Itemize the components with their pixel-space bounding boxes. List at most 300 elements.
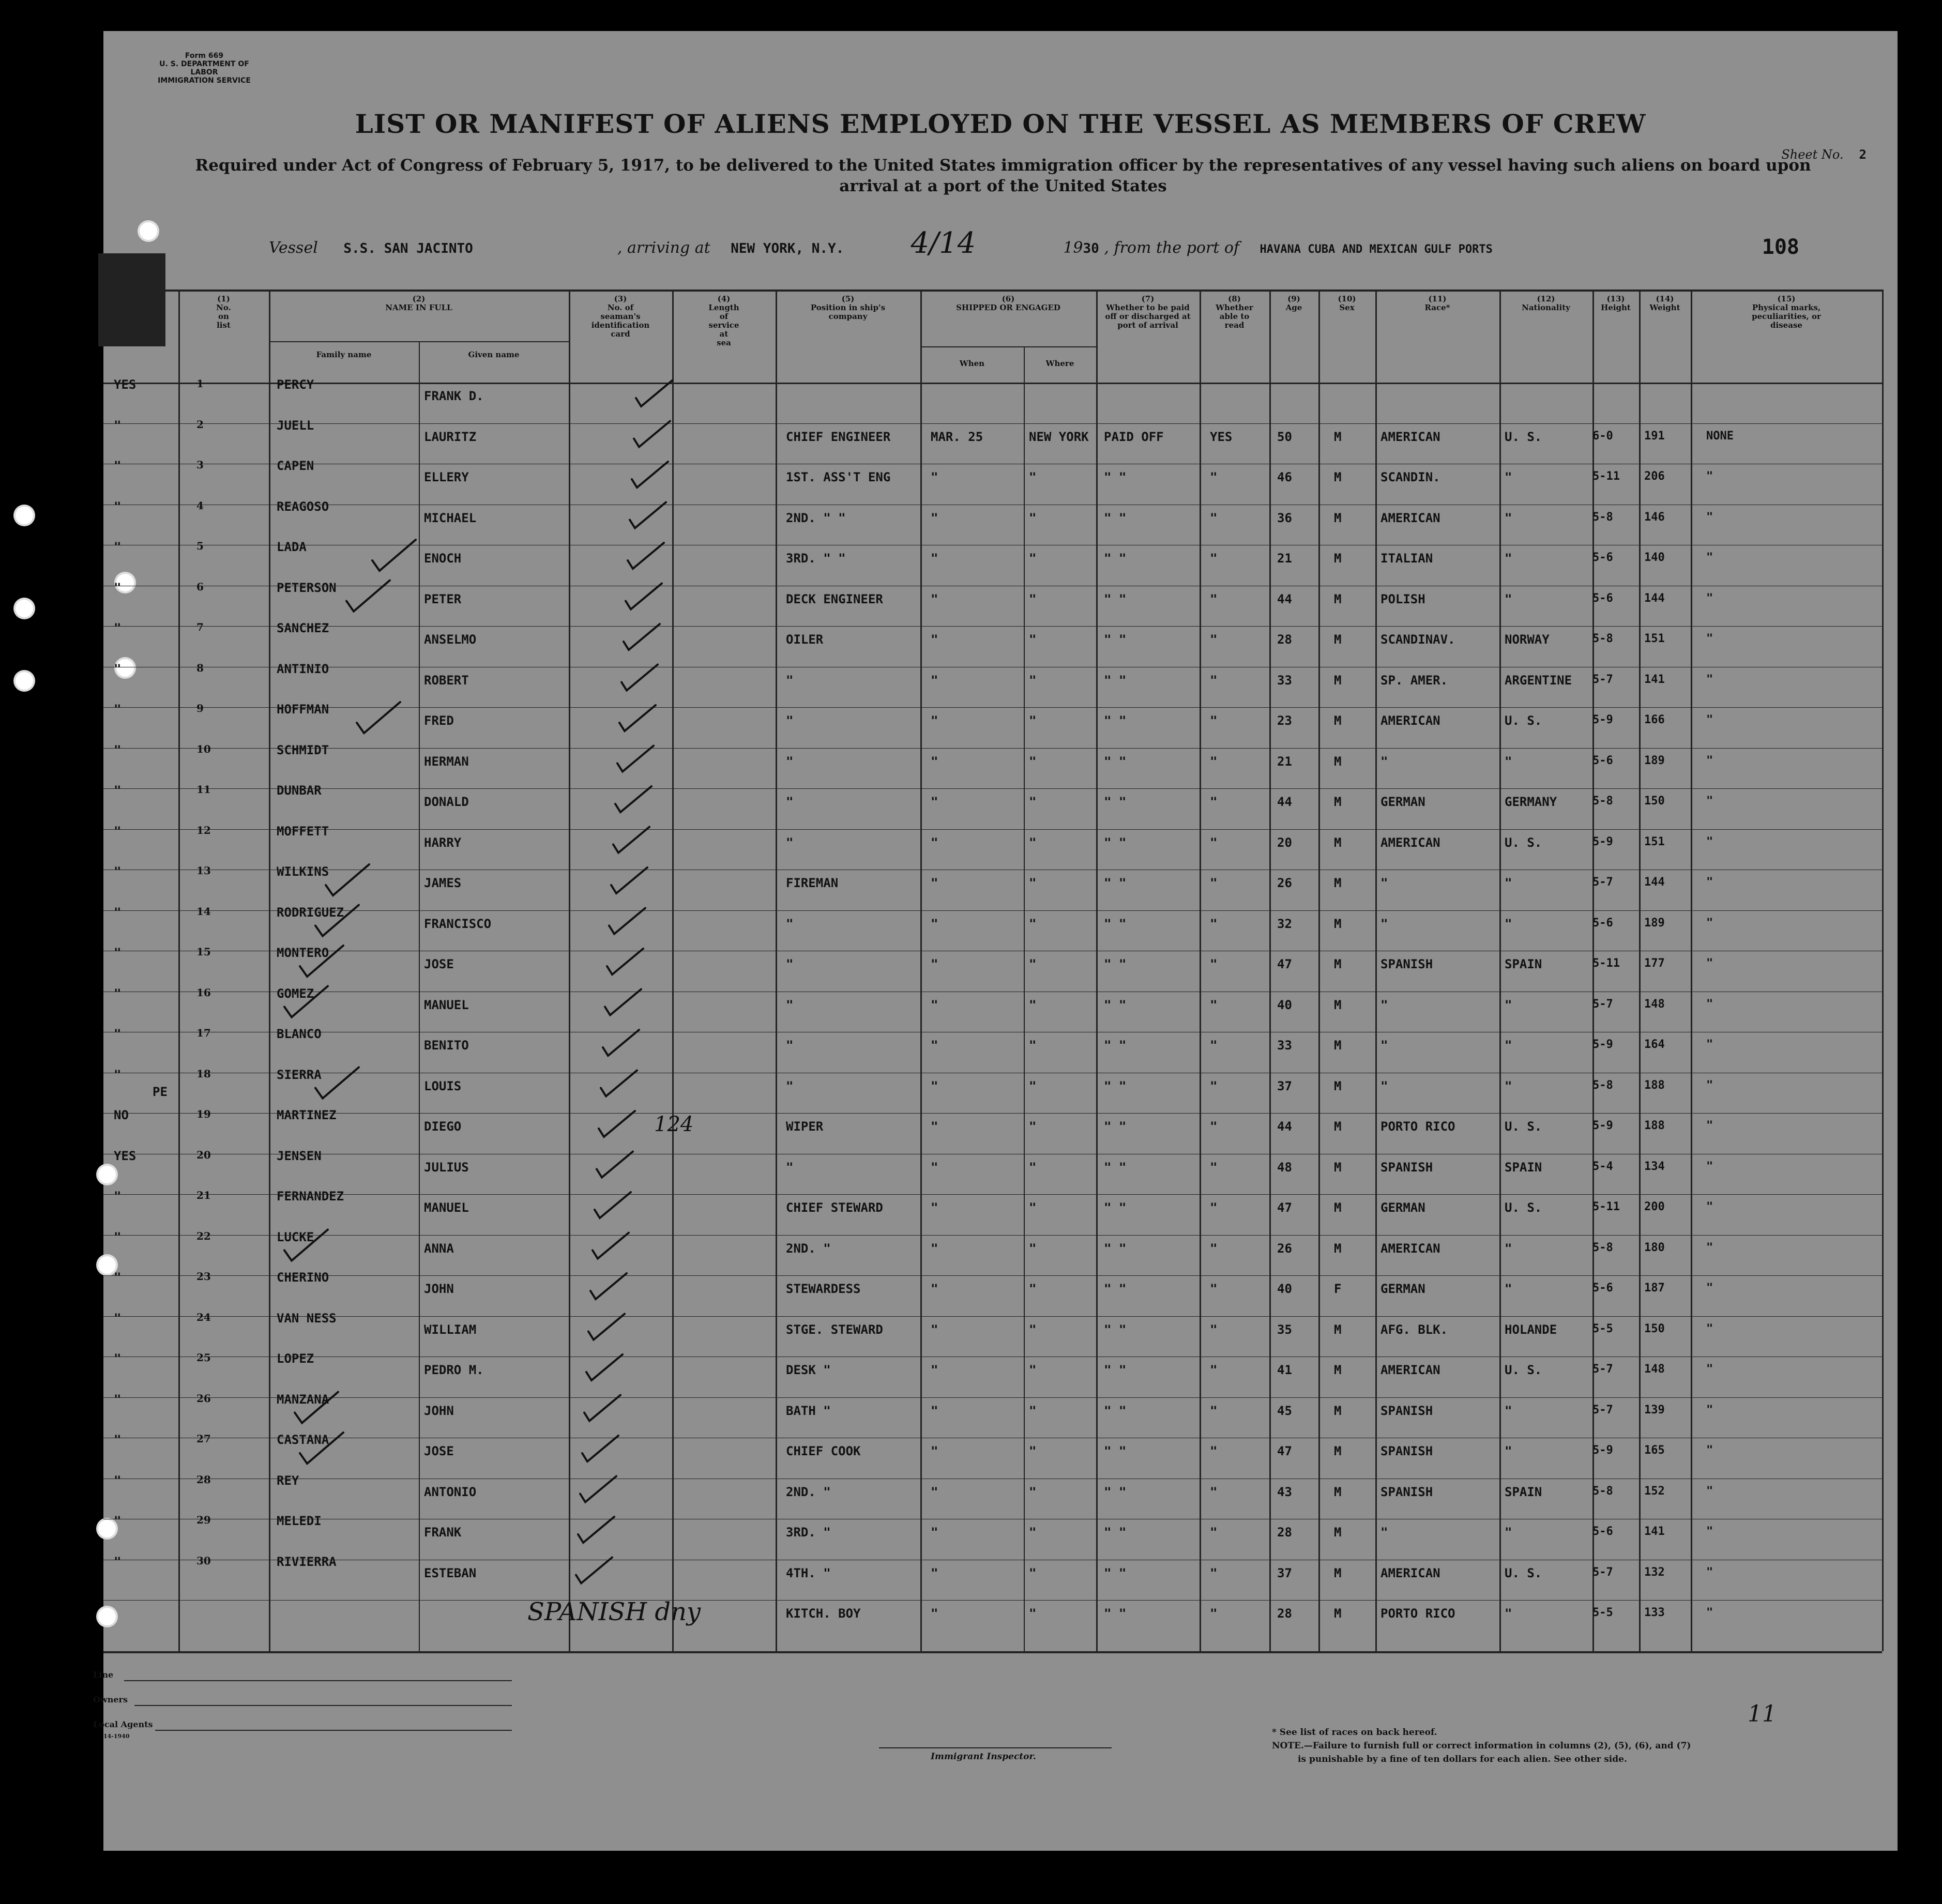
cell-sex: M	[1334, 510, 1342, 525]
cell-position: "	[786, 713, 794, 728]
cell-when: "	[931, 1403, 938, 1418]
cell-read: "	[1210, 1038, 1218, 1053]
cell-position: DECK ENGINEER	[786, 591, 883, 606]
cell-paid: " "	[1104, 1200, 1127, 1215]
cell-position: "	[786, 1038, 794, 1053]
cell-given: PEDRO M.	[424, 1363, 484, 1377]
cell-race: AMERICAN	[1380, 510, 1440, 525]
cell-where: "	[1029, 591, 1037, 606]
header-c2b: Given name	[468, 350, 520, 359]
cell-race: SCANDINAV.	[1380, 632, 1455, 647]
cell-marks: "	[1706, 713, 1713, 726]
inspector-rule	[879, 1747, 1112, 1748]
cell-given: LAURITZ	[424, 429, 477, 444]
check-mark	[607, 949, 643, 974]
vessel-line: Vessel S.S. SAN JACINTO , arriving at NEW YORK, N.Y. 4/14 1930 , from the port of HAVANA CUBA AND MEXICAN GULF PORTS	[269, 226, 1493, 260]
cell-when: "	[931, 876, 938, 890]
cell-given: DIEGO	[424, 1119, 462, 1134]
cell-read: "	[1210, 1200, 1218, 1215]
cell-sex: M	[1334, 591, 1342, 606]
cell-read: "	[1210, 632, 1218, 647]
cell-when: "	[931, 1119, 938, 1134]
cell-age: 21	[1277, 754, 1292, 769]
cell-where: "	[1029, 795, 1037, 809]
cell-read: YES	[1210, 429, 1233, 444]
cell-sex: M	[1334, 916, 1342, 931]
cell-marks: "	[1706, 551, 1713, 564]
cell-marks: "	[1706, 1200, 1713, 1213]
cell-weight: 200	[1644, 1200, 1665, 1213]
cell-paid: " "	[1104, 1565, 1127, 1580]
cell-when: "	[931, 1078, 938, 1093]
footer-owners-label: Owners	[93, 1695, 128, 1704]
cell-age: 41	[1277, 1363, 1292, 1377]
cell-read: "	[1210, 1363, 1218, 1377]
cell-age: 40	[1277, 1282, 1292, 1296]
cell-race: "	[1380, 1525, 1388, 1540]
check-mark	[576, 1558, 612, 1583]
cell-marks: NONE	[1706, 429, 1734, 443]
cell-marks: "	[1706, 1160, 1713, 1173]
cell-where: "	[1029, 1484, 1037, 1499]
cell-age: 45	[1277, 1403, 1292, 1418]
cell-family: PERCY	[277, 377, 314, 392]
cell-mark: "	[114, 986, 122, 1001]
cell-weight: 180	[1644, 1241, 1665, 1254]
cell-height: 5-9	[1592, 713, 1613, 726]
check-mark	[632, 462, 668, 488]
cell-mark: "	[114, 1229, 122, 1244]
cell-read: "	[1210, 795, 1218, 809]
cell-nat: GERMANY	[1505, 795, 1557, 809]
cell-family: MANZANA	[277, 1392, 329, 1407]
cell-when: "	[931, 713, 938, 728]
cell-race: "	[1380, 1078, 1388, 1093]
cell-sex: M	[1334, 795, 1342, 809]
cell-weight: 132	[1644, 1565, 1665, 1579]
check-mark	[603, 1030, 639, 1056]
cell-paid: " "	[1104, 1078, 1127, 1093]
cell-position: "	[786, 957, 794, 971]
cell-race: PORTO RICO	[1380, 1119, 1455, 1134]
cell-sex: M	[1334, 632, 1342, 647]
cell-when: "	[931, 1160, 938, 1175]
cell-paid: " "	[1104, 713, 1127, 728]
cell-marks: "	[1706, 591, 1713, 605]
footer-agents-rule	[155, 1730, 512, 1731]
cell-where: "	[1029, 632, 1037, 647]
cell-age: 44	[1277, 795, 1292, 809]
cell-race: SPANISH	[1380, 957, 1433, 971]
inspector-label: Immigrant Inspector.	[931, 1751, 1036, 1762]
check-mark	[595, 1192, 631, 1218]
cell-sex: M	[1334, 1606, 1342, 1621]
cell-no: 26	[196, 1392, 211, 1405]
cell-sex: M	[1334, 673, 1342, 688]
cell-mark: "	[114, 499, 122, 514]
cell-age: 32	[1277, 916, 1292, 931]
cell-read: "	[1210, 1322, 1218, 1337]
cell-race: POLISH	[1380, 591, 1425, 606]
cell-mark: "	[114, 783, 122, 798]
footer-agents-code: 14-1940	[103, 1733, 130, 1740]
cell-mark: "	[114, 1554, 122, 1569]
header-c14: (14) Weight	[1649, 294, 1680, 312]
cell-position: "	[786, 754, 794, 769]
cell-no: 23	[196, 1270, 211, 1283]
cell-position: 3RD. " "	[786, 551, 846, 566]
cell-marks: "	[1706, 916, 1713, 930]
check-mark	[326, 864, 369, 895]
cell-given: JOSE	[424, 957, 454, 971]
cell-mark: "	[114, 905, 122, 920]
cell-where: "	[1029, 997, 1037, 1012]
cell-given: DONALD	[424, 795, 469, 809]
cell-no: 9	[196, 702, 204, 714]
cell-read: "	[1210, 1606, 1218, 1621]
cell-mark: "	[114, 946, 122, 960]
cell-height: 5-6	[1592, 1525, 1613, 1538]
cell-marks: "	[1706, 673, 1713, 686]
cell-age: 36	[1277, 510, 1292, 525]
cell-race: SPANISH	[1380, 1484, 1433, 1499]
cell-mark: "	[114, 418, 122, 433]
cell-marks: "	[1706, 795, 1713, 808]
cell-height: 5-9	[1592, 1038, 1613, 1051]
cell-family: CHERINO	[277, 1270, 329, 1285]
header-c8: (8) Whether able to read	[1216, 294, 1253, 330]
cell-weight: 148	[1644, 997, 1665, 1011]
cell-race: SPANISH	[1380, 1444, 1433, 1458]
cell-family: LADA	[277, 540, 307, 554]
cell-position: "	[786, 1078, 794, 1093]
cell-age: 35	[1277, 1322, 1292, 1337]
cell-read: "	[1210, 1078, 1218, 1093]
cell-weight: 148	[1644, 1363, 1665, 1376]
header-c6b: Where	[1045, 359, 1074, 368]
cell-given: LOUIS	[424, 1078, 462, 1093]
cell-read: "	[1210, 1241, 1218, 1256]
cell-height: 5-8	[1592, 1484, 1613, 1498]
cell-read: "	[1210, 1565, 1218, 1580]
cell-family: GOMEZ	[277, 986, 314, 1001]
cell-read: "	[1210, 510, 1218, 525]
cell-paid: " "	[1104, 1444, 1127, 1458]
cell-race: AMERICAN	[1380, 429, 1440, 444]
check-mark	[580, 1476, 616, 1502]
cell-weight: 191	[1644, 429, 1665, 443]
cell-age: 26	[1277, 876, 1292, 890]
check-mark	[634, 421, 670, 447]
cell-when: "	[931, 1038, 938, 1053]
cell-position: 2ND. " "	[786, 510, 846, 525]
cell-where: "	[1029, 1038, 1037, 1053]
cell-given: JAMES	[424, 876, 462, 890]
cell-marks: "	[1706, 510, 1713, 524]
cell-position: 3RD. "	[786, 1525, 831, 1540]
cell-marks: "	[1706, 470, 1713, 483]
cell-age: 33	[1277, 1038, 1292, 1053]
arrival-year: 30	[1083, 241, 1099, 256]
cell-race: SPANISH	[1380, 1403, 1433, 1418]
cell-race: AMERICAN	[1380, 835, 1440, 850]
cell-where: "	[1029, 957, 1037, 971]
cell-given: ANNA	[424, 1241, 454, 1256]
cell-given: ANSELMO	[424, 632, 477, 647]
cell-position: "	[786, 1160, 794, 1175]
cell-where: "	[1029, 1525, 1037, 1540]
cell-where: "	[1029, 1565, 1037, 1580]
cell-paid: " "	[1104, 510, 1127, 525]
cell-weight: 188	[1644, 1119, 1665, 1132]
cell-when: "	[931, 957, 938, 971]
cell-when: "	[931, 1484, 938, 1499]
header-c2: (2) NAME IN FULL	[385, 294, 452, 312]
cell-nat: "	[1505, 1038, 1512, 1053]
cell-marks: "	[1706, 1363, 1713, 1376]
cell-family: VAN NESS	[277, 1311, 337, 1326]
cell-family: REAGOSO	[277, 499, 329, 514]
cell-paid: " "	[1104, 591, 1127, 606]
cell-given: FRANCISCO	[424, 916, 492, 931]
cell-height: 5-9	[1592, 835, 1613, 848]
cell-height: 5-7	[1592, 1403, 1613, 1416]
cell-when: "	[931, 997, 938, 1012]
cell-no: 29	[196, 1514, 211, 1526]
cell-marks: "	[1706, 1078, 1713, 1092]
cell-race: AFG. BLK.	[1380, 1322, 1448, 1337]
cell-no: 18	[196, 1067, 211, 1080]
cell-height: 5-9	[1592, 1119, 1613, 1132]
header-c13: (13) Height	[1601, 294, 1631, 312]
cell-family: BLANCO	[277, 1027, 322, 1041]
cell-paid: " "	[1104, 754, 1127, 769]
cell-where: "	[1029, 1403, 1037, 1418]
footer-line-rule	[124, 1680, 512, 1681]
cell-weight: 189	[1644, 754, 1665, 767]
cell-height: 5-6	[1592, 754, 1613, 767]
cell-height: 5-9	[1592, 1444, 1613, 1457]
cell-mark: "	[114, 742, 122, 757]
cell-position: "	[786, 673, 794, 688]
cell-mark: "	[114, 864, 122, 879]
cell-no: 2	[196, 418, 204, 431]
cell-family: SIERRA	[277, 1067, 322, 1082]
cell-paid: " "	[1104, 673, 1127, 688]
cell-age: 47	[1277, 1444, 1292, 1458]
cell-height: 5-11	[1592, 470, 1620, 483]
cell-height: 5-7	[1592, 1363, 1613, 1376]
cell-mark: "	[114, 580, 122, 595]
cell-marks: "	[1706, 1322, 1713, 1335]
cell-no: 3	[196, 459, 204, 471]
check-mark	[636, 380, 672, 406]
cell-race: "	[1380, 1038, 1388, 1053]
cell-where: "	[1029, 1200, 1037, 1215]
cell-read: "	[1210, 997, 1218, 1012]
cell-age: 47	[1277, 1200, 1292, 1215]
cell-sex: M	[1334, 835, 1342, 850]
cell-nat: "	[1505, 1078, 1512, 1093]
header-c1: (1) No. on list	[216, 294, 231, 330]
cell-marks: "	[1706, 1403, 1713, 1416]
cell-nat: U. S.	[1505, 1565, 1542, 1580]
cell-weight: 141	[1644, 1525, 1665, 1538]
cell-sex: M	[1334, 713, 1342, 728]
cell-marks: "	[1706, 1282, 1713, 1294]
cell-when: "	[931, 1565, 938, 1580]
cell-paid: " "	[1104, 1119, 1127, 1134]
cell-mark: "	[114, 621, 122, 635]
check-mark	[628, 543, 664, 569]
cell-nat: U. S.	[1505, 1200, 1542, 1215]
cell-height: 5-8	[1592, 632, 1613, 645]
cell-sex: M	[1334, 876, 1342, 890]
cell-where: "	[1029, 835, 1037, 850]
cell-no: 7	[196, 621, 204, 633]
check-mark	[617, 746, 654, 772]
departure-port: HAVANA CUBA AND MEXICAN GULF PORTS	[1260, 243, 1493, 256]
cell-paid: " "	[1104, 1038, 1127, 1053]
cell-read: "	[1210, 1525, 1218, 1540]
header-c11: (11) Race*	[1424, 294, 1450, 312]
cell-where: "	[1029, 551, 1037, 566]
cell-where: "	[1029, 713, 1037, 728]
cell-when: "	[931, 510, 938, 525]
cell-when: "	[931, 632, 938, 647]
cell-mark: "	[114, 1433, 122, 1447]
cell-paid: " "	[1104, 795, 1127, 809]
check-mark	[605, 989, 641, 1015]
cell-age: 28	[1277, 1525, 1292, 1540]
cell-position: DESK "	[786, 1363, 831, 1377]
check-mark	[346, 581, 390, 612]
cell-marks: "	[1706, 876, 1713, 889]
cell-where: "	[1029, 1444, 1037, 1458]
cell-weight: 150	[1644, 795, 1665, 808]
cell-mark: "	[114, 1473, 122, 1488]
cell-given: FRED	[424, 713, 454, 728]
cell-sex: M	[1334, 1160, 1342, 1175]
cell-race: GERMAN	[1380, 795, 1425, 809]
cell-position: FIREMAN	[786, 876, 839, 890]
cell-nat: "	[1505, 510, 1512, 525]
cell-marks: "	[1706, 1525, 1713, 1538]
cell-no: 11	[196, 783, 211, 796]
check-mark	[621, 665, 658, 691]
cell-position: STGE. STEWARD	[786, 1322, 883, 1337]
cell-marks: "	[1706, 1038, 1713, 1051]
cell-read: "	[1210, 1160, 1218, 1175]
cell-no: 1	[196, 377, 204, 390]
cell-where: "	[1029, 754, 1037, 769]
cell-weight: 140	[1644, 551, 1665, 564]
cell-position: WIPER	[786, 1119, 824, 1134]
margin-note-pe: PE	[153, 1085, 168, 1099]
check-mark	[626, 584, 662, 610]
cell-weight: 165	[1644, 1444, 1665, 1457]
cell-mark: "	[114, 661, 122, 676]
arrival-date: 4/14	[911, 226, 976, 260]
cell-age: 37	[1277, 1565, 1292, 1580]
cell-race: SCANDIN.	[1380, 470, 1440, 484]
cell-family: MARTINEZ	[277, 1108, 337, 1122]
cell-age: 23	[1277, 713, 1292, 728]
cell-position: "	[786, 795, 794, 809]
cell-height: 5-5	[1592, 1322, 1613, 1335]
cell-race: GERMAN	[1380, 1200, 1425, 1215]
cell-paid: PAID OFF	[1104, 429, 1164, 444]
cell-marks: "	[1706, 835, 1713, 848]
cell-when: "	[931, 1282, 938, 1296]
footer-note-penalty-cont: is punishable by a fine of ten dollars for each alien. See other side.	[1298, 1754, 1627, 1764]
footer-note-races: * See list of races on back hereof.	[1272, 1727, 1437, 1738]
cell-given: ESTEBAN	[424, 1565, 477, 1580]
cell-weight: 177	[1644, 957, 1665, 970]
cell-height: 5-7	[1592, 673, 1613, 686]
cell-given: JULIUS	[424, 1160, 469, 1175]
cell-age: 50	[1277, 429, 1292, 444]
cell-given: WILLIAM	[424, 1322, 477, 1337]
footer-owners-rule	[134, 1705, 512, 1706]
cell-nat: "	[1505, 470, 1512, 484]
cell-race: GERMAN	[1380, 1282, 1425, 1296]
cell-nat: "	[1505, 876, 1512, 890]
cell-read: "	[1210, 1282, 1218, 1296]
cell-sex: M	[1334, 957, 1342, 971]
cell-age: 28	[1277, 1606, 1292, 1621]
cell-race: "	[1380, 876, 1388, 890]
cell-age: 47	[1277, 957, 1292, 971]
cell-race: SP. AMER.	[1380, 673, 1448, 688]
cell-paid: " "	[1104, 551, 1127, 566]
corner-mark: 11	[1748, 1701, 1777, 1727]
arrival-port: NEW YORK, N.Y.	[731, 241, 844, 256]
cell-mark: "	[114, 1189, 122, 1204]
cell-given: ANTONIO	[424, 1484, 477, 1499]
header-c9: (9) Age	[1285, 294, 1302, 312]
cell-no: 8	[196, 661, 204, 674]
cell-nat: U. S.	[1505, 1119, 1542, 1134]
cell-read: "	[1210, 551, 1218, 566]
cell-nat: "	[1505, 551, 1512, 566]
cell-mark: "	[114, 1392, 122, 1407]
cell-when: "	[931, 916, 938, 931]
cell-sex: F	[1334, 1282, 1342, 1296]
cell-sex: M	[1334, 1322, 1342, 1337]
cell-mark: "	[114, 1311, 122, 1326]
cell-family: DUNBAR	[277, 783, 322, 798]
cell-age: 40	[1277, 997, 1292, 1012]
cell-no: 22	[196, 1229, 211, 1242]
cell-age: 21	[1277, 551, 1292, 566]
cell-read: "	[1210, 673, 1218, 688]
cell-nat: NORWAY	[1505, 632, 1550, 647]
cell-family: RODRIGUEZ	[277, 905, 344, 920]
cell-sex: M	[1334, 1484, 1342, 1499]
check-mark	[357, 702, 400, 733]
cell-paid: " "	[1104, 876, 1127, 890]
sheet-number: Sheet No. 2	[1781, 147, 1867, 162]
cell-where: "	[1029, 1119, 1037, 1134]
cell-paid: " "	[1104, 1484, 1127, 1499]
cell-age: 28	[1277, 632, 1292, 647]
cell-sex: M	[1334, 1119, 1342, 1134]
cell-position: BATH "	[786, 1403, 831, 1418]
cell-marks: "	[1706, 1241, 1713, 1254]
cell-where: "	[1029, 876, 1037, 890]
cell-weight: 151	[1644, 835, 1665, 848]
